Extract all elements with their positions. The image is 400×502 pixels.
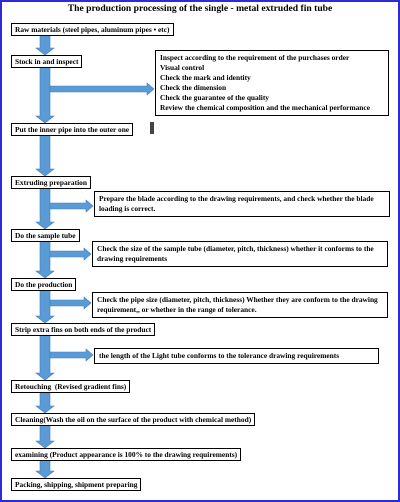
right-arrow — [50, 248, 91, 260]
down-arrow — [36, 290, 54, 323]
note-inspection-item: Check the guarantee of the quality — [160, 93, 270, 102]
step-extruding-preparation: Extruding preparation — [11, 176, 91, 189]
down-arrow — [36, 35, 54, 55]
note-inspection-list — [155, 50, 389, 116]
down-arrow — [36, 425, 54, 448]
right-arrow — [50, 83, 154, 95]
down-arrow — [36, 241, 54, 278]
right-arrow — [50, 200, 93, 212]
step-packing: Packing, shipping, shipment preparing — [11, 478, 141, 491]
step-production: Do the production — [11, 278, 76, 291]
note-inspection-item: Check the dimension — [160, 83, 227, 92]
step-sample-tube: Do the sample tube — [11, 229, 80, 242]
right-arrow — [50, 349, 93, 361]
down-arrow — [36, 135, 54, 176]
step-raw-materials: Raw materials (steel pipes, aluminum pipes • etc) — [11, 23, 174, 36]
step-stock-in-inspect: Stock in and inspect — [11, 55, 82, 68]
note-inspection-item: Review the chemical composition and the mechanical performance — [160, 103, 370, 112]
note-production: Check the pipe size (diameter, pitch, thickness) Whether they are conform to the drawing requirement,, or whether in the range of tolerance. — [92, 292, 388, 318]
step-cleaning: Cleaning(Wash the oil on the surface of the product with chemical method) — [11, 413, 255, 426]
down-arrow — [36, 460, 54, 478]
step-examining: examining (Product appearance is 100% to the drawing requirements) — [11, 448, 241, 461]
right-arrow — [50, 297, 91, 309]
note-sample-tube: Check the size of the sample tube (diameter, pitch, thickness) whether it conforms to the drawing requirements — [92, 241, 388, 267]
note-extruding-preparation: Prepare the blade according to the drawing requirements, and check whether the blade loading is correct. — [94, 191, 390, 217]
note-inspection-item: Inspect according to the requirement of the purchases order — [160, 53, 350, 62]
note-inspection-item: Visual control — [160, 63, 205, 72]
step-retouching: Retouching (Revised gradient fins) — [11, 380, 130, 393]
side-marker — [150, 122, 154, 134]
step-put-inner-pipe: Put the inner pipe into the outer one — [11, 123, 133, 136]
note-strip-fins: the length of the Light tube conforms to the tolerance drawing requirements — [94, 348, 379, 364]
down-arrow — [36, 392, 54, 413]
down-arrow — [36, 67, 54, 123]
diagram-title: The production processing of the single - metal extruded fin tube — [67, 3, 333, 14]
step-strip-fins: Strip extra fins on both ends of the product — [11, 323, 155, 336]
note-inspection-item: Check the mark and identity — [160, 73, 251, 82]
